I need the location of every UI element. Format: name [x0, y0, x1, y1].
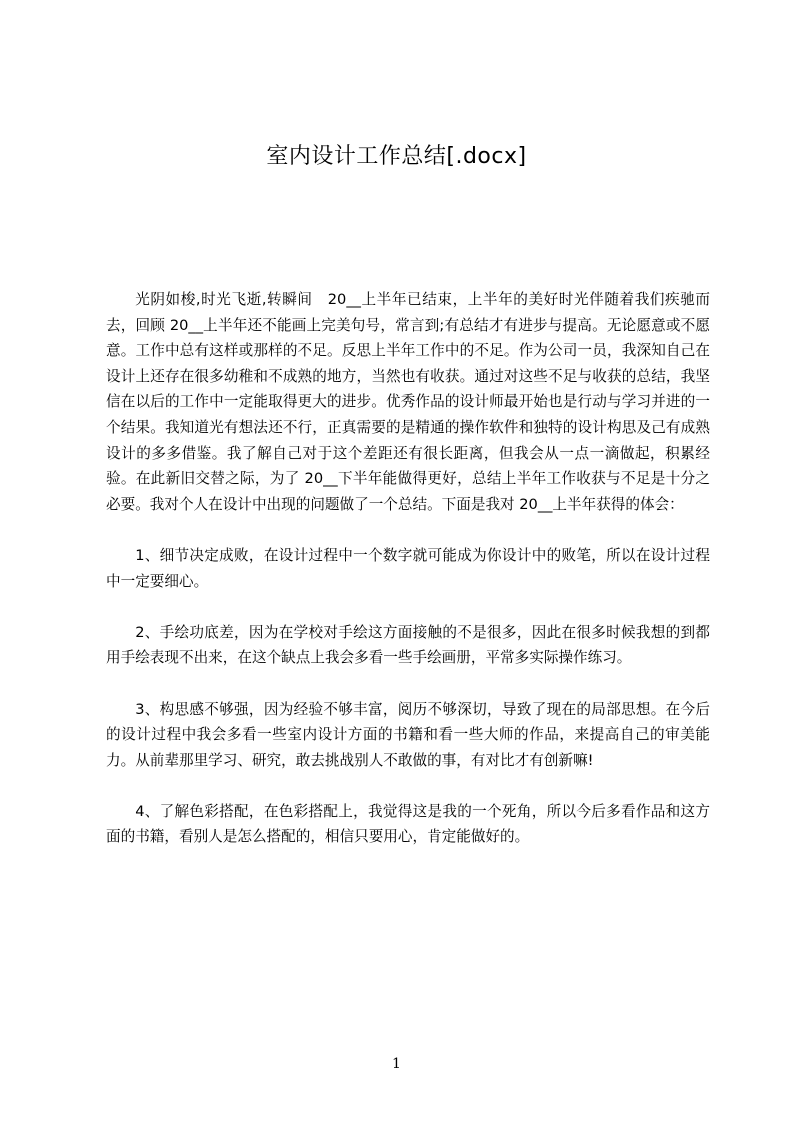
paragraph-item-1: 1、细节决定成败，在设计过程中一个数字就可能成为你设计中的败笔，所以在设计过程中一定要细心。 [106, 546, 710, 590]
paragraph-item-2: 2、手绘功底差，因为在学校对手绘这方面接触的不是很多，因此在很多时候我想的到都用手绘表现不出来，在这个缺点上我会多看一些手绘画册，平常多实际操作练习。 [106, 623, 710, 667]
document-body [106, 287, 710, 850]
document-title: 室内设计工作总结[.docx] [266, 144, 527, 169]
paragraph-intro: 光阴如梭,时光飞逝,转瞬间 20__上半年已结束，上半年的美好时光伴随着我们疾驰而去，回顾 20__上半年还不能画上完美句号，常言到;有总结才有进步与提高。无论愿意或不愿意。工作中总有这样或那样的不足。反思上半年工作中的不足。作为公司一员，我深知自己在设计上还存在很多幼稚和不成熟的地方，当然也有收获。通过对这些不足与收获的总结，我坚信在以后的工作中一定能取得更大的进步。优秀作品的设计师最开始也是行动与学习并进的一个结果。我知道光有想法还不行，正真需要的是精通的操作软件和独特的设计构思及己有成熟设计的多多借鉴。我了解自己对于这个差距还有很长距离，但我会从一点一滴做起，积累经验。在此新旧交替之际，为了 20__下半年能做得更好，总结上半年工作收获与不足是十分之必要。我对个人在设计中出现的问题做了一个总结。下面是我对 20__上半年获得的体会： [106, 291, 710, 513]
page-number: 1 [392, 1056, 401, 1072]
paragraph-item-3: 3、构思感不够强，因为经验不够丰富，阅历不够深切，导致了现在的局部思想。在今后的设计过程中我会多看一些室内设计方面的书籍和看一些大师的作品，来提高自己的审美能力。从前辈那里学习、研究，敢去挑战别人不敢做的事，有对比才有创新嘛! [106, 700, 710, 769]
paragraph-item-4: 4、了解色彩搭配，在色彩搭配上，我觉得这是我的一个死角，所以今后多看作品和这方面的书籍，看别人是怎么搭配的，相信只要用心，肯定能做好的。 [106, 802, 710, 846]
